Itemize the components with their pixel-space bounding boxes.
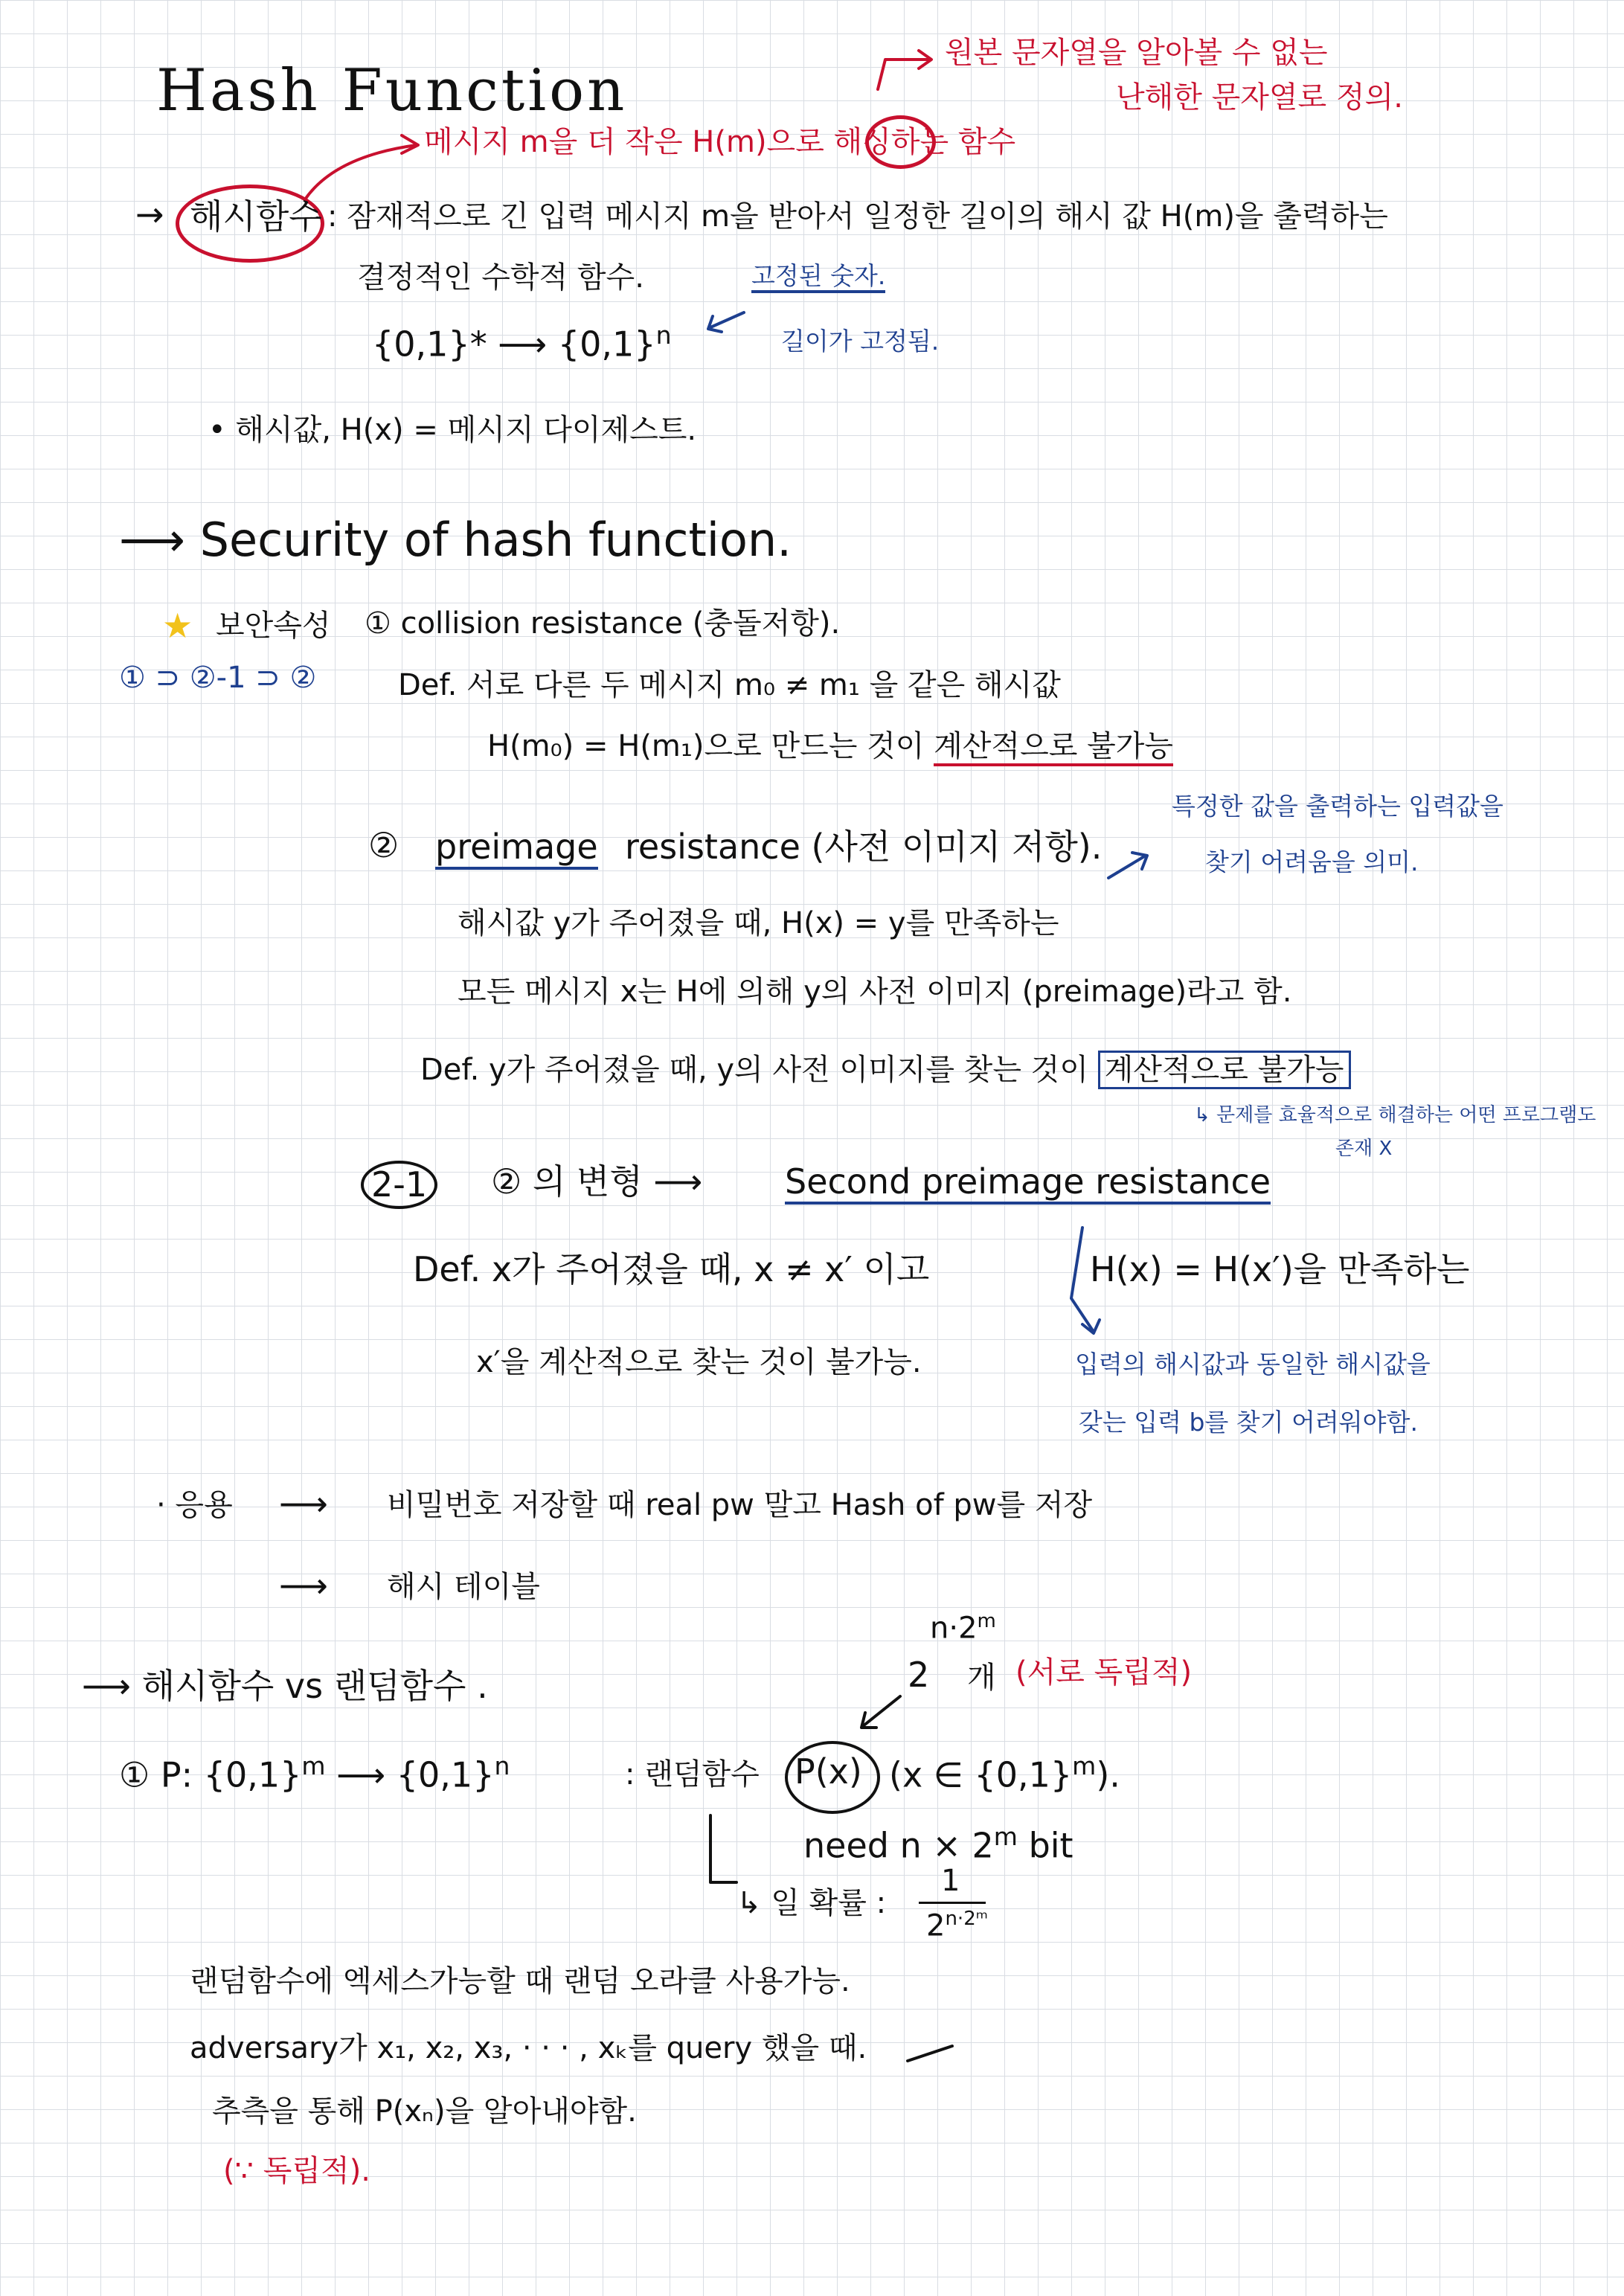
hash-vs-random-heading: ⟶ 해시함수 vs 랜덤함수 . bbox=[82, 1666, 488, 1706]
preimage-line-2: 모든 메시지 x는 H에 의해 y의 사전 이미지 (preimage)라고 함. bbox=[458, 975, 1292, 1009]
red-arrow-top bbox=[878, 60, 930, 89]
need-end: bit bbox=[1017, 1825, 1073, 1866]
preimage-def-a: Def. y가 주어졌을 때, y의 사전 이미지를 찾는 것이 bbox=[420, 1053, 1098, 1087]
collision-title: ① collision resistance (충돌저항). bbox=[365, 606, 841, 641]
second-preimage-def-1: Def. x가 주어졌을 때, x ≠ x′ 이고 bbox=[413, 1249, 930, 1289]
mapping bbox=[372, 321, 672, 364]
count-note: (서로 독립적) bbox=[1015, 1655, 1193, 1690]
p-def-sup1: m bbox=[301, 1751, 326, 1780]
px-label: P(x) bbox=[795, 1751, 862, 1792]
top-red-note-2: 난해한 문자열로 정의. bbox=[1116, 80, 1403, 115]
oracle-line: 랜덤함수에 엑세스가능할 때 랜덤 오라클 사용가능. bbox=[190, 1964, 850, 1998]
p-def-sup2: n bbox=[494, 1751, 510, 1780]
preimage-note-3: ↳ 문제를 효율적으로 해결하는 어떤 프로그램도 bbox=[1194, 1104, 1596, 1126]
blue-arrow-preimage bbox=[1108, 856, 1146, 878]
fixed-length-text: 고정된 숫자. bbox=[751, 261, 885, 293]
blue-arrow-fixed bbox=[710, 312, 744, 327]
second-preimage-def-1b: H(x) = H(x′)을 만족하는 bbox=[1090, 1249, 1470, 1289]
star-icon: ★ bbox=[162, 606, 193, 646]
definition-arrow: → bbox=[135, 194, 164, 234]
query-strike bbox=[908, 2046, 952, 2061]
hashing-circle bbox=[865, 115, 936, 169]
preimage-note-2: 찾기 어려움을 의미. bbox=[1205, 847, 1419, 876]
probability-denominator bbox=[926, 1908, 988, 1943]
count-top: n·2 bbox=[930, 1611, 978, 1646]
count-unit: 개 bbox=[967, 1661, 996, 1695]
hash-red-note: 메시지 m을 더 작은 H(m)으로 해싱하는 함수 bbox=[424, 125, 1016, 159]
definition-line-1: : 잠재적으로 긴 입력 메시지 m을 받아서 일정한 길이의 해시 값 H(m)을 출력하는 bbox=[327, 199, 1388, 234]
preimage-def-b: 계산적으로 불가능 bbox=[1098, 1051, 1351, 1089]
security-heading: ⟶ Security of hash function. bbox=[119, 513, 792, 567]
definition-term: 해시함수 bbox=[190, 196, 322, 237]
second-preimage-note-1: 입력의 해시값과 동일한 해시값을 bbox=[1075, 1350, 1431, 1379]
random-function-def bbox=[119, 1752, 510, 1795]
preimage-note-1: 특정한 값을 출력하는 입력값을 bbox=[1172, 792, 1503, 821]
usage-arrow-2: ⟶ bbox=[279, 1565, 328, 1606]
need-text: need n × 2 bbox=[803, 1825, 994, 1866]
because-note: (∵ 독립적). bbox=[223, 2154, 371, 2188]
security-order: ① ⊃ ②-1 ⊃ ② bbox=[119, 661, 317, 695]
mapping-sup: n bbox=[655, 321, 672, 350]
collision-def-2 bbox=[487, 729, 1173, 763]
preimage-note-4: 존재 X bbox=[1335, 1138, 1393, 1160]
px-domain bbox=[889, 1752, 1120, 1795]
black-bracket-px bbox=[710, 1815, 736, 1882]
preimage-word-text: preimage bbox=[435, 827, 598, 870]
red-arrowhead-hash bbox=[402, 135, 418, 153]
p-def-mid: ⟶ {0,1} bbox=[336, 1754, 495, 1795]
second-preimage-title: ② 의 변형 ⟶ bbox=[491, 1161, 703, 1202]
count-exponent bbox=[930, 1611, 996, 1645]
probability-label: ↳ 일 확률 : bbox=[736, 1886, 887, 1920]
page-title: Hash Function bbox=[156, 57, 628, 124]
preimage-title: resistance (사전 이미지 저항). bbox=[625, 827, 1103, 867]
fraction-bar bbox=[919, 1902, 986, 1904]
usage-item-1: 비밀번호 저장할 때 real pw 말고 Hash of pw를 저장 bbox=[387, 1488, 1093, 1522]
black-arrow-count bbox=[863, 1696, 900, 1726]
second-preimage-name-text: Second preimage resistance bbox=[785, 1161, 1271, 1205]
p-domain-end: ). bbox=[1096, 1754, 1120, 1795]
collision-def-1: Def. 서로 다른 두 메시지 m₀ ≠ m₁ 을 같은 해시값 bbox=[398, 668, 1061, 702]
red-arrow-hash bbox=[305, 145, 417, 199]
p-domain: (x ∈ {0,1} bbox=[889, 1754, 1073, 1795]
second-preimage-def-2: x′을 계산적으로 찾는 것이 불가능. bbox=[476, 1345, 922, 1379]
need-sup: m bbox=[993, 1822, 1018, 1851]
adversary-line: adversary가 x₁, x₂, x₃, · · · , xₖ를 query 했을 때. bbox=[190, 2031, 867, 2065]
collision-def-2b: 계산적으로 불가능 bbox=[934, 729, 1173, 766]
p-domain-sup: m bbox=[1072, 1751, 1097, 1780]
random-function-label: : 랜덤함수 bbox=[625, 1757, 760, 1792]
count-top-sup: m bbox=[977, 1610, 996, 1632]
preimage-line-1: 해시값 y가 주어졌을 때, H(x) = y를 만족하는 bbox=[458, 906, 1059, 940]
preimage-def bbox=[420, 1053, 1351, 1087]
usage-arrow-1: ⟶ bbox=[279, 1484, 328, 1524]
preimage-num: ② bbox=[368, 825, 399, 865]
usage-item-2: 해시 테이블 bbox=[387, 1570, 540, 1604]
security-label: 보안속성 bbox=[216, 609, 331, 643]
mapping-text: {0,1}* ⟶ {0,1} bbox=[372, 324, 656, 365]
top-red-note-1: 원본 문자열을 알아볼 수 없는 bbox=[945, 36, 1328, 70]
p-def: ① P: {0,1} bbox=[119, 1754, 302, 1795]
fixed-length-note-2: 길이가 고정됨. bbox=[781, 327, 940, 356]
second-preimage-note-2: 갖는 입력 b를 찾기 어려워야함. bbox=[1079, 1408, 1418, 1437]
prob-den: 2 bbox=[926, 1908, 946, 1943]
second-preimage-name bbox=[785, 1162, 1271, 1202]
need-bits bbox=[803, 1823, 1073, 1865]
prob-den-sup: n·2ᵐ bbox=[945, 1908, 988, 1930]
collision-def-2a: H(m₀) = H(m₁)으로 만드는 것이 bbox=[487, 729, 934, 763]
hash-value-bullet: • 해시값, H(x) = 메시지 다이제스트. bbox=[208, 413, 697, 447]
preimage-word bbox=[435, 827, 598, 867]
definition-line-2: 결정적인 수학적 함수. bbox=[357, 260, 644, 295]
probability-numerator: 1 bbox=[941, 1864, 960, 1898]
second-preimage-num: 2-1 bbox=[361, 1161, 437, 1209]
count-base: 2 bbox=[908, 1655, 930, 1695]
usage-bullet: · 응용 bbox=[156, 1488, 233, 1522]
fixed-length-note bbox=[751, 262, 885, 290]
guess-line: 추측을 통해 P(xₙ)을 알아내야함. bbox=[212, 2094, 637, 2129]
